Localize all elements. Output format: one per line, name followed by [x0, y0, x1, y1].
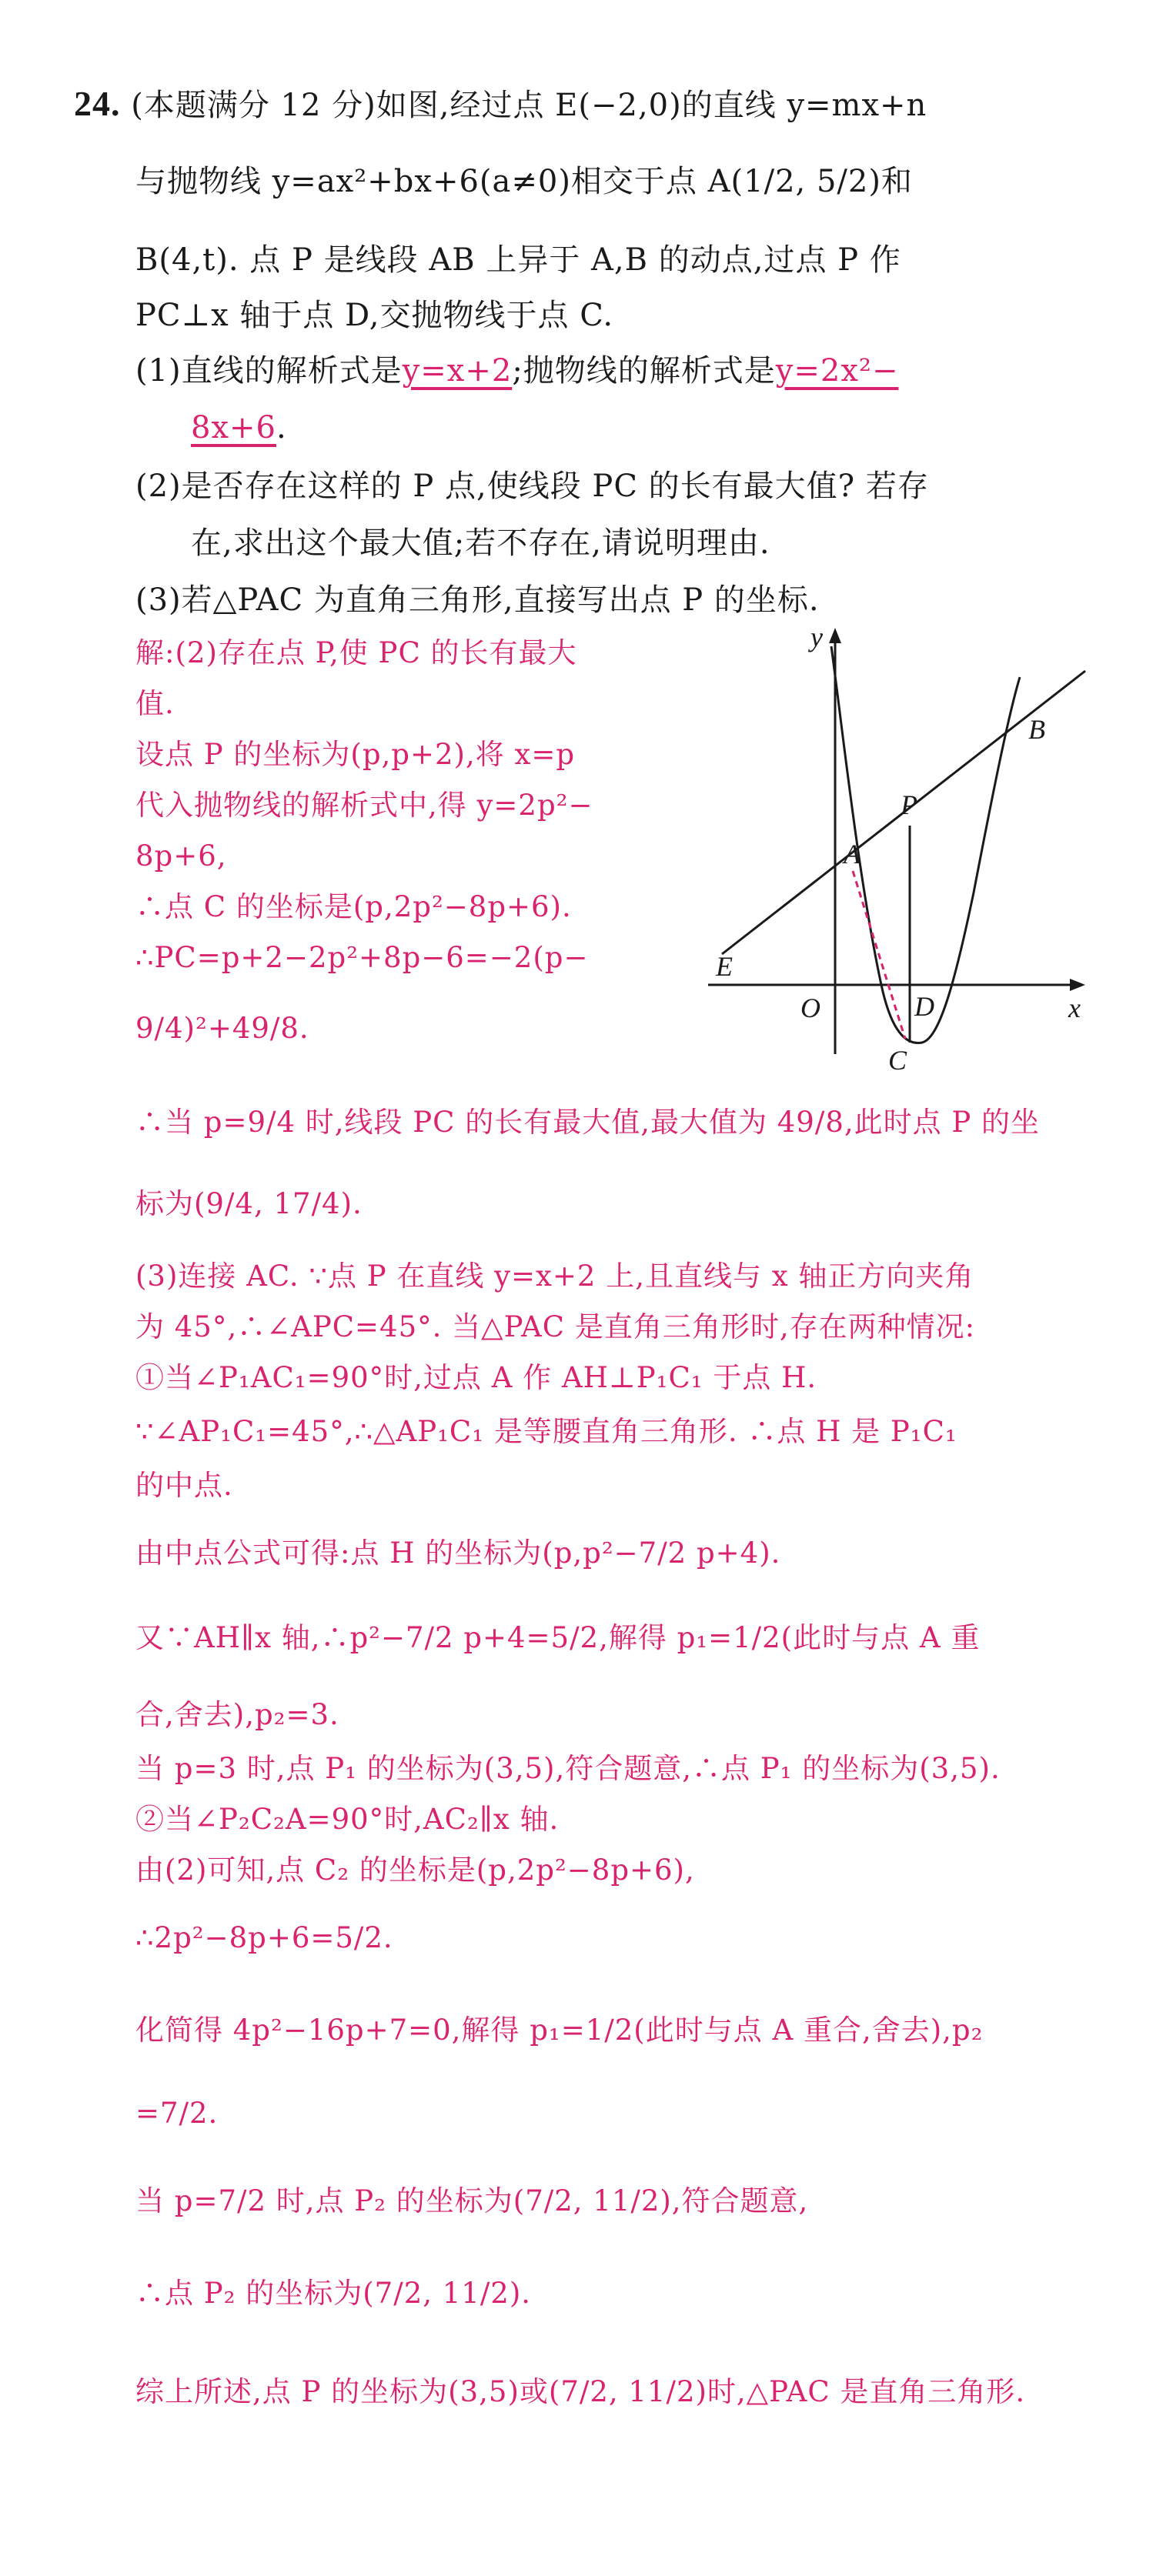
label-x: x: [1068, 993, 1081, 1023]
part2-line-2: 在,求出这个最大值;若不存在,请说明理由.: [191, 526, 770, 561]
solution-line-14: ∵∠AP₁C₁=45°,∴△AP₁C₁ 是等腰直角三角形. ∴点 H 是 P₁C₁: [135, 1415, 957, 1448]
solution-line-26: ∴点 P₂ 的坐标为(7/2, 11/2).: [135, 2277, 532, 2310]
y-axis-arrow: [829, 628, 841, 643]
solution-line-20: ②当∠P₂C₂A=90°时,AC₂∥x 轴.: [135, 1803, 560, 1836]
label-E: E: [716, 951, 733, 982]
solution-line-1: 解:(2)存在点 P,使 PC 的长有最大: [135, 636, 577, 669]
solution-line-13: ①当∠P₁AC₁=90°时,过点 A 作 AH⊥P₁C₁ 于点 H.: [135, 1361, 817, 1394]
solution-line-21: 由(2)可知,点 C₂ 的坐标是(p,2p²−8p+6),: [135, 1854, 695, 1887]
solution-line-12: 为 45°,∴∠APC=45°. 当△PAC 是直角三角形时,存在两种情况:: [135, 1310, 976, 1343]
x-axis-arrow: [1070, 979, 1085, 991]
solution-line-16: 由中点公式可得:点 H 的坐标为(p,p²−7/2 p+4).: [135, 1537, 781, 1570]
solution-line-24: =7/2.: [135, 2097, 219, 2130]
label-P: P: [901, 789, 917, 820]
question-line-4: PC⊥x 轴于点 D,交抛物线于点 C.: [135, 298, 614, 333]
solution-line-19: 当 p=3 时,点 P₁ 的坐标为(3,5),符合题意,∴点 P₁ 的坐标为(3,5).: [135, 1752, 1001, 1785]
solution-line-8: 9/4)²+49/8.: [135, 1012, 309, 1045]
part1-line-2: [191, 412, 287, 443]
solution-line-6: ∴点 C 的坐标是(p,2p²−8p+6).: [135, 890, 572, 923]
part1-end: .: [276, 410, 287, 445]
segment-AC-dashed: [853, 871, 905, 1039]
part1-line-1: [135, 353, 899, 389]
question-number: 24.: [74, 84, 121, 123]
solution-line-15: 的中点.: [135, 1469, 233, 1502]
label-C: C: [888, 1045, 907, 1076]
solution-line-2: 值.: [135, 687, 175, 720]
solution-line-18: 合,舍去),p₂=3.: [135, 1698, 339, 1731]
label-O: O: [800, 993, 820, 1023]
solution-line-23: 化简得 4p²−16p+7=0,解得 p₁=1/2(此时与点 A 重合,舍去),p₂: [135, 2014, 984, 2047]
part2-line-1: (2)是否存在这样的 P 点,使线段 PC 的长有最大值? 若存: [135, 469, 929, 504]
solution-line-7: ∴PC=p+2−2p²+8p−6=−2(p−: [135, 941, 589, 974]
part1-line-answer: y=x+2: [402, 353, 513, 389]
question-text: (本题满分 12 分)如图,经过点 E(−2,0)的直线 y=mx+n: [131, 88, 927, 123]
solution-line-17: 又∵AH∥x 轴,∴p²−7/2 p+4=5/2,解得 p₁=1/2(此时与点 A 重: [135, 1621, 981, 1654]
solution-line-3: 设点 P 的坐标为(p,p+2),将 x=p: [135, 738, 576, 771]
part1-mid: ;抛物线的解析式是: [512, 353, 776, 389]
question-line-2: 与抛物线 y=ax²+bx+6(a≠0)相交于点 A(1/2, 5/2)和: [135, 164, 913, 199]
solution-line-10: 标为(9/4, 17/4).: [135, 1187, 363, 1220]
solution-line-9: ∴当 p=9/4 时,线段 PC 的长有最大值,最大值为 49/8,此时点 P 的坐: [135, 1106, 1041, 1139]
solution-line-27: 综上所述,点 P 的坐标为(3,5)或(7/2, 11/2)时,△PAC 是直角三角形.: [135, 2375, 1026, 2408]
label-D: D: [914, 991, 934, 1022]
part1-parabola-answer-a: y=2x²−: [775, 353, 899, 389]
solution-line-25: 当 p=7/2 时,点 P₂ 的坐标为(7/2, 11/2),符合题意,: [135, 2184, 809, 2217]
part3-line: (3)若△PAC 为直角三角形,直接写出点 P 的坐标.: [135, 582, 820, 618]
question-line-1: [74, 86, 927, 122]
part1-parabola-answer-b: 8x+6: [191, 410, 276, 445]
question-line-3: B(4,t). 点 P 是线段 AB 上异于 A,B 的动点,过点 P 作: [135, 242, 901, 278]
solution-line-11: (3)连接 AC. ∵点 P 在直线 y=x+2 上,且直线与 x 轴正方向夹角: [135, 1260, 974, 1293]
label-B: B: [1028, 714, 1045, 745]
label-y: y: [810, 622, 823, 652]
part1-prefix: (1)直线的解析式是: [135, 353, 403, 389]
solution-line-22: ∴2p²−8p+6=5/2.: [135, 1921, 393, 1954]
solution-line-4: 代入抛物线的解析式中,得 y=2p²−: [135, 789, 593, 822]
figure-svg: [708, 622, 1093, 1076]
label-A: A: [844, 839, 861, 869]
solution-line-5: 8p+6,: [135, 839, 227, 873]
coordinate-figure: [708, 622, 1093, 1076]
